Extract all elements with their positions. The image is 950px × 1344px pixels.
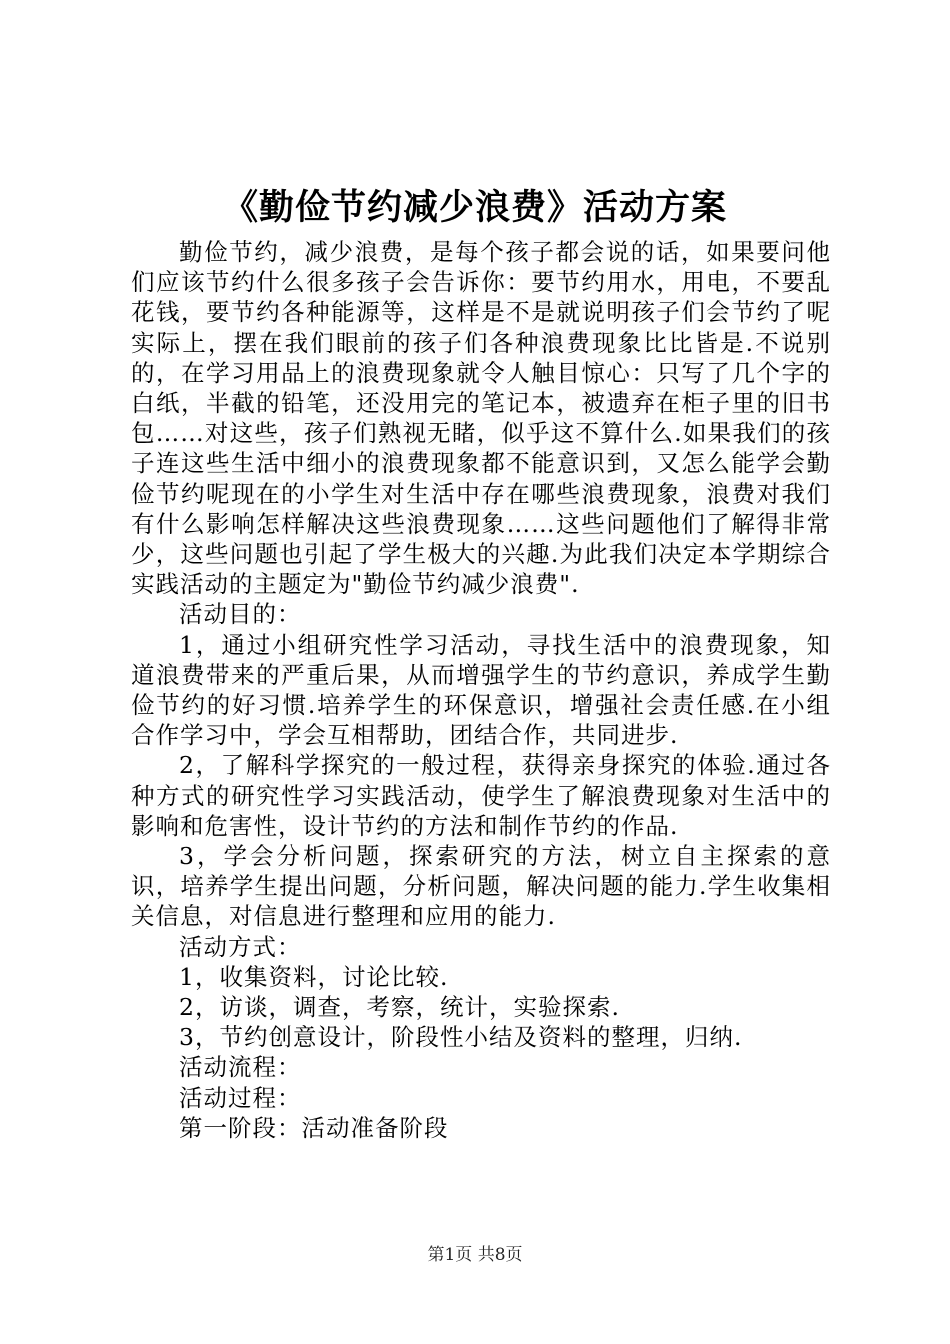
section-heading-method: 活动方式： (179, 932, 302, 961)
method-item-3: 3，节约创意设计，阶段性小结及资料的整理，归纳. (179, 1023, 743, 1052)
document-body (131, 237, 831, 1143)
section-heading-flow: 活动流程： (179, 1053, 302, 1082)
section-heading-purpose: 活动目的： (179, 600, 302, 629)
method-item-2: 2，访谈，调查，考察，统计，实验探索. (179, 993, 620, 1022)
stage-heading-1: 第一阶段：活动准备阶段 (179, 1113, 449, 1142)
section-heading-process: 活动过程： (179, 1083, 302, 1112)
method-item-1: 1，收集资料，讨论比较. (179, 962, 449, 991)
purpose-item-3: 3，学会分析问题，探索研究的方法，树立自主探索的意识，培养学生提出问题，分析问题，解决问题的能力.学生收集相关信息，对信息进行整理和应用的能力. (131, 842, 831, 931)
document-title: 《勤俭节约减少浪费》活动方案 (222, 187, 727, 228)
purpose-item-1: 1，通过小组研究性学习活动，寻找生活中的浪费现象，知道浪费带来的严重后果，从而增强学生的节约意识，养成学生勤俭节约的好习惯.培养学生的环保意识，增强社会责任感.在小组合作学习中，学会互相帮助，团结合作，共同进步. (131, 630, 831, 750)
purpose-item-2: 2，了解科学探究的一般过程，获得亲身探究的体验.通过各种方式的研究性学习实践活动，使学生了解浪费现象对生活中的影响和危害性，设计节约的方法和制作节约的作品. (131, 751, 831, 840)
intro-paragraph: 勤俭节约，减少浪费，是每个孩子都会说的话，如果要问他们应该节约什么很多孩子会告诉你：要节约用水，用电，不要乱花钱，要节约各种能源等，这样是不是就说明孩子们会节约了呢实际上，摆在我们眼前的孩子们各种浪费现象比比皆是.不说别的，在学习用品上的浪费现象就令人触目惊心：只写了几个字的白纸，半截的铅笔，还没用完的笔记本，被遗弃在柜子里的旧书包……对这些，孩子们熟视无睹，似乎这不算什么.如果我们的孩子连这些生活中细小的浪费现象都不能意识到，又怎么能学会勤俭节约呢现在的小学生对生活中存在哪些浪费现象，浪费对我们有什么影响怎样解决这些浪费现象……这些问题他们了解得非常少，这些问题也引起了学生极大的兴趣.为此我们决定本学期综合实践活动的主题定为"勤俭节约减少浪费". (131, 238, 831, 599)
page-footer: 第1页 共8页 (427, 1245, 523, 1265)
